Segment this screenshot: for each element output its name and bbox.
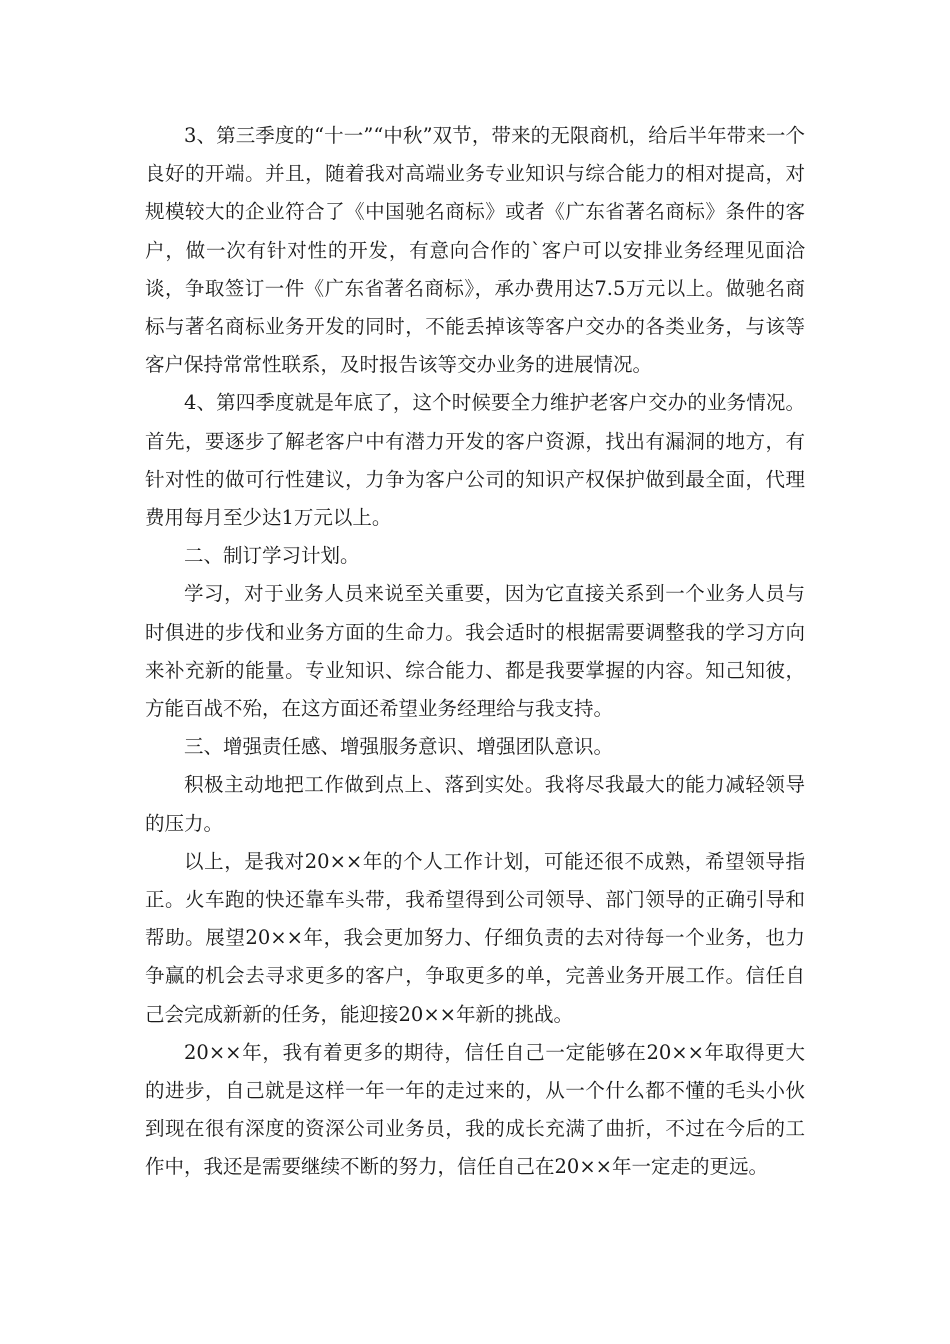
document-body	[145, 117, 805, 1187]
paragraph-q4-plan: 4、第四季度就是年底了，这个时候要全力维护老客户交办的业务情况。首先，要逐步了解老客户中有潜力开发的客户资源，找出有漏洞的地方，有针对性的做可行性建议，力争为客户公司的知识产权保护做到最全面，代理费用每月至少达1万元以上。	[145, 391, 805, 530]
paragraph-outlook: 20××年，我有着更多的期待，信任自己一定能够在20××年取得更大的进步，自己就是这样一年一年的走过来的，从一个什么都不懂的毛头小伙到现在很有深度的资深公司业务员，我的成长充满了曲折，不过在今后的工作中，我还是需要继续不断的努力，信任自己在20××年一定走的更远。	[145, 1040, 805, 1179]
paragraph-study: 学习，对于业务人员来说至关重要，因为它直接关系到一个业务人员与时俱进的步伐和业务方面的生命力。我会适时的根据需要调整我的学习方向来补充新的能量。专业知识、综合能力、都是我要掌握的内容。知己知彼，方能百战不殆，在这方面还希望业务经理给与我支持。	[145, 582, 805, 721]
paragraph-initiative: 积极主动地把工作做到点上、落到实处。我将尽我最大的能力减轻领导的压力。	[145, 773, 805, 835]
section-heading-responsibility: 三、增强责任感、增强服务意识、增强团队意识。	[184, 735, 614, 759]
paragraph-summary: 以上，是我对20××年的个人工作计划，可能还很不成熟，希望领导指正。火车跑的快还靠车头带，我希望得到公司领导、部门领导的正确引导和帮助。展望20××年，我会更加努力、仔细负责的去对待每一个业务，也力争赢的机会去寻求更多的客户，争取更多的单，完善业务开展工作。信任自己会完成新新的任务，能迎接20××年新的挑战。	[145, 849, 805, 1026]
paragraph-q3-plan: 3、第三季度的“十一”“中秋”双节，带来的无限商机，给后半年带来一个良好的开端。并且，随着我对高端业务专业知识与综合能力的相对提高，对规模较大的企业符合了《中国驰名商标》或者《广东省著名商标》条件的客户，做一次有针对性的开发，有意向合作的`客户可以安排业务经理见面洽谈，争取签订一件《广东省著名商标》，承办费用达7.5万元以上。做驰名商标与著名商标业务开发的同时，不能丢掉该等客户交办的各类业务，与该等客户保持常常性联系，及时报告该等交办业务的进展情况。	[145, 124, 805, 377]
section-heading-study-plan: 二、制订学习计划。	[184, 544, 360, 568]
